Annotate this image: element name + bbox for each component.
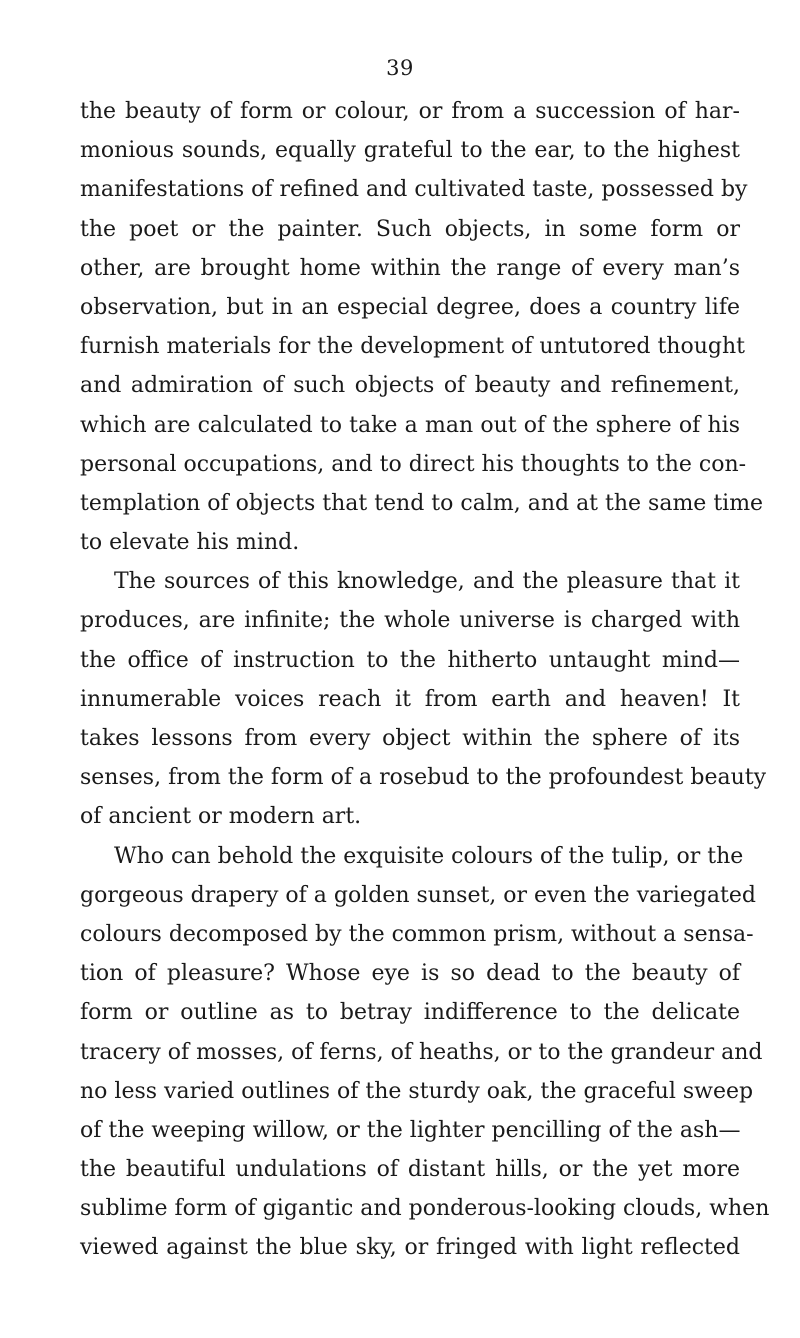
text-line: produces, are infinite; the whole universe is charged with: [80, 608, 740, 634]
text-line: no less varied outlines of the sturdy oak, the graceful sweep: [80, 1078, 754, 1104]
text-line: monious sounds, equally grateful to the ear, to the highest: [80, 138, 740, 164]
text-line: viewed against the blue sky, or fringed with light reflected: [80, 1235, 740, 1261]
text-line: the poet or the painter. Such objects, in some form or: [80, 216, 740, 242]
text-line: manifestations of refined and cultivated taste, possessed by: [80, 177, 748, 203]
paragraph-start-line: The sources of this knowledge, and the pleasure that it: [114, 569, 740, 595]
text-line: other, are brought home within the range of every man’s: [80, 255, 740, 281]
text-line: observation, but in an especial degree, does a country life: [80, 294, 740, 320]
text-line: which are calculated to take a man out of the sphere of his: [80, 412, 740, 438]
text-line: gorgeous drapery of a golden sunset, or even the variegated: [80, 882, 756, 908]
body-text: [80, 92, 770, 1268]
text-line: senses, from the form of a rosebud to the profoundest beauty: [80, 765, 767, 791]
text-line: the office of instruction to the hitherto untaught mind—: [80, 647, 740, 673]
text-line: templation of objects that tend to calm, and at the same time: [80, 490, 764, 516]
text-line: tracery of mosses, of ferns, of heaths, or to the grandeur and: [80, 1039, 763, 1065]
paragraph-start-line: Who can behold the exquisite colours of the tulip, or the: [114, 843, 744, 869]
text-line: and admiration of such objects of beauty and refinement,: [80, 373, 740, 399]
text-line: of the weeping willow, or the lighter pencilling of the ash—: [80, 1117, 741, 1143]
text-line: the beauty of form or colour, or from a succession of har-: [80, 99, 740, 124]
text-line: sublime form of gigantic and ponderous-looking clouds, when: [80, 1196, 770, 1222]
text-line: colours decomposed by the common prism, without a sensa-: [80, 921, 754, 947]
text-line: innumerable voices reach it from earth and heaven! It: [80, 686, 740, 712]
text-line: takes lessons from every object within the sphere of its: [80, 726, 740, 751]
text-line: form or outline as to betray indifference to the delicate: [80, 1000, 740, 1026]
text-line: the beautiful undulations of distant hills, or the yet more: [80, 1157, 740, 1183]
text-line: furnish materials for the development of untutored thought: [80, 334, 745, 360]
text-line: to elevate his mind.: [80, 530, 300, 556]
text-line: tion of pleasure? Whose eye is so dead to the beauty of: [80, 961, 740, 987]
page-number: 39: [386, 56, 414, 80]
text-line: personal occupations, and to direct his thoughts to the con-: [80, 451, 747, 477]
text-line: of ancient or modern art.: [80, 804, 362, 830]
